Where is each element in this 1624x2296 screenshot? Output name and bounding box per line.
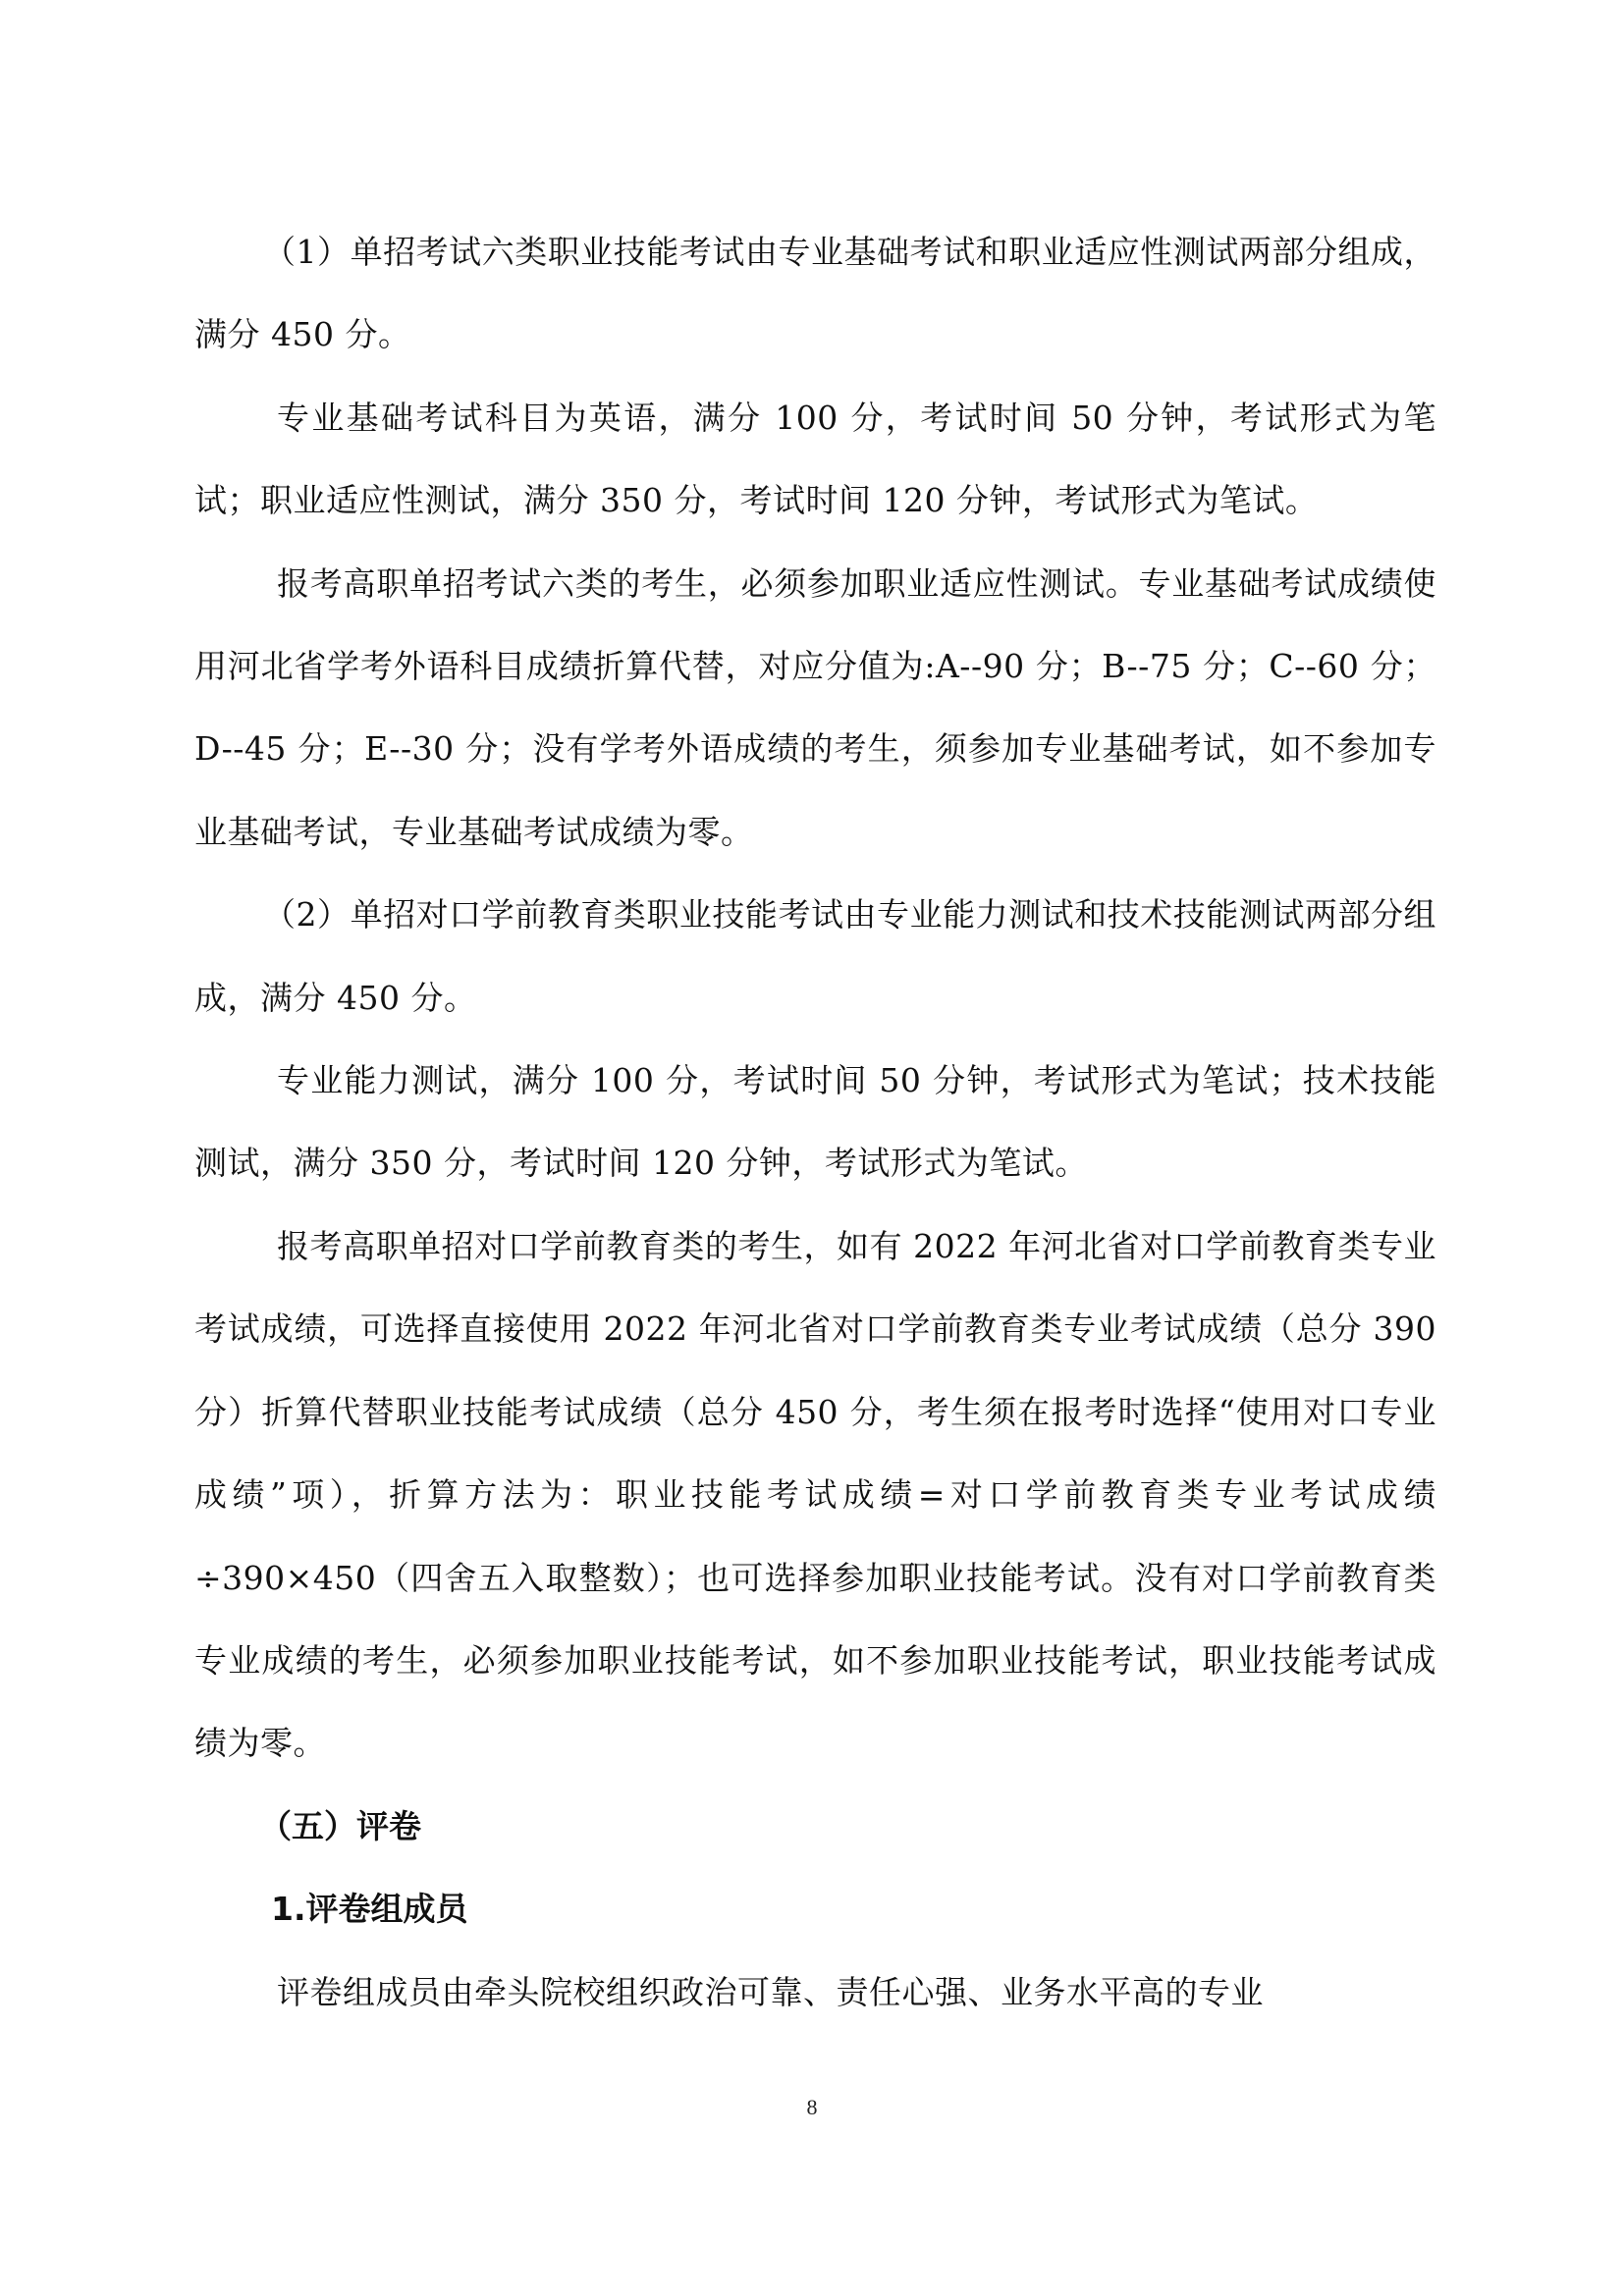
subsection-heading: 1.评卷组成员 [271,1890,468,1929]
paragraph-grading-team: 评卷组成员由牵头院校组织政治可靠、责任心强、业务水平高的专业 [277,1972,1264,2011]
page-body [194,211,1436,2034]
paragraph-six-category-exam: （1）单招考试六类职业技能考试由专业基础考试和职业适应性测试两部分组成，满分 450 分。 [194,233,1436,354]
paragraph-professional-ability-test: 专业能力测试，满分 100 分，考试时间 50 分钟，考试形式为笔试；技术技能测试，满分 350 分，考试时间 120 分钟，考试形式为笔试。 [194,1061,1436,1183]
paragraph-six-category-applicants: 报考高职单招考试六类的考生，必须参加职业适应性测试。专业基础考试成绩使用河北省学考外语科目成绩折算代替，对应分值为:A--90 分；B--75 分；C--60 分；D--45 分；E--30 分；没有学考外语成绩的考生，须参加专业基础考试，如不参加专业基础考试，专业基础考试成绩为零。 [194,563,1436,851]
section-heading: （五）评卷 [259,1806,421,1845]
paragraph-preschool-exam: （2）单招对口学前教育类职业技能考试由专业能力测试和技术技能测试两部分组成，满分 450 分。 [194,895,1436,1017]
paragraph-professional-basic-exam: 专业基础考试科目为英语，满分 100 分，考试时间 50 分钟，考试形式为笔试；职业适应性测试，满分 350 分，考试时间 120 分钟，考试形式为笔试。 [194,398,1436,520]
page-number: 8 [806,2095,818,2119]
paragraph-preschool-applicants: 报考高职单招对口学前教育类的考生，如有 2022 年河北省对口学前教育类专业考试成绩，可选择直接使用 2022 年河北省对口学前教育类专业考试成绩（总分 390 分）折算代替职业技能考试成绩（总分 450 分，考生须在报考时选择“使用对口专业成绩”项），折算方法为：职业技能考试成绩=对口学前教育类专业考试成绩÷390×450（四舍五入取整数）；也可选择参加职业技能考试。没有对口学前教育类专业成绩的考生，必须参加职业技能考试，如不参加职业技能考试，职业技能考试成绩为零。 [194,1226,1436,1763]
